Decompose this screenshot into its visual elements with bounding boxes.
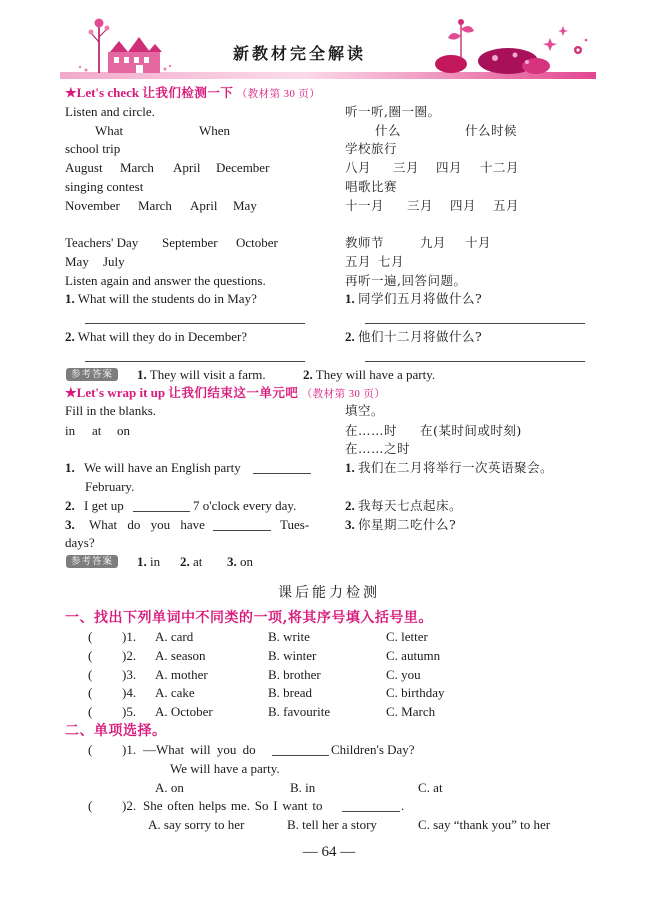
col-head-what-zh: 什么	[375, 123, 402, 138]
item-num: 2.	[126, 798, 137, 813]
word-teachers-day: Teachers' Day	[65, 235, 139, 250]
fill-blank	[213, 530, 271, 531]
question-stem: —What will you do	[143, 742, 256, 757]
month-option: March	[120, 160, 154, 175]
wrap-title-en: Let's wrap it up	[76, 385, 166, 400]
answer-bracket-close: )	[122, 685, 127, 700]
word-singing-contest-zh: 唱歌比赛	[345, 179, 398, 194]
month-option-zh: 十一月	[345, 198, 385, 213]
part2-heading: 二、单项选择。	[65, 723, 167, 739]
answer-item	[180, 554, 202, 570]
fill-blank	[133, 511, 190, 512]
question-text-zh: 同学们五月将做什么?	[358, 291, 483, 306]
question-stem: Children's Day?	[331, 742, 415, 757]
month-option: March	[138, 198, 172, 213]
answer-bracket-open: (	[88, 685, 93, 700]
answer-bracket-open: (	[88, 667, 93, 682]
fill-blank	[272, 755, 329, 756]
word-on: on	[117, 423, 130, 438]
wrap-heading	[65, 385, 385, 403]
month-option: November	[65, 198, 120, 213]
fill-item-number: 3.	[345, 517, 355, 532]
wrap-textbook-ref: （教材第 30 页）	[301, 389, 386, 400]
option-a: A. October	[155, 704, 213, 719]
page-number: — 64 —	[302, 844, 356, 860]
answer-text: They will have a party.	[315, 367, 436, 382]
book-title: 新教材完全解读	[233, 46, 367, 63]
flower-stem-icon	[448, 19, 474, 60]
bush-icon	[435, 48, 550, 74]
option-b: B. favourite	[268, 704, 331, 719]
month-option: May	[65, 254, 89, 269]
item-number	[122, 648, 136, 664]
word-in-zh: 在……时	[345, 423, 398, 438]
question-text: What will the students do in May?	[77, 291, 257, 306]
check-task1-zh: 听一听,圈一圈。	[345, 104, 441, 119]
word-on-zh: 在……之时	[345, 441, 411, 456]
fill-item-zh	[345, 498, 462, 514]
option-a: A. season	[155, 648, 206, 663]
option-c: C. autumn	[386, 648, 441, 663]
item-number	[122, 798, 136, 814]
item-num: 3.	[126, 667, 137, 682]
fill-item-number: 1.	[65, 460, 75, 475]
question-1-en	[65, 291, 257, 307]
check-task1-en: Listen and circle.	[65, 104, 155, 119]
answer-item	[137, 367, 266, 383]
option-c: C. you	[386, 667, 421, 682]
wrap-title-zh: 让我们结束这一单元吧	[168, 385, 299, 400]
word-school-trip: school trip	[65, 141, 121, 156]
answer-key-badge: 参考答案	[66, 555, 118, 568]
fill-item-text: days?	[65, 535, 95, 550]
option-c: C. birthday	[386, 685, 445, 700]
wrap-task-en: Fill in the blanks.	[65, 403, 156, 418]
fill-item-text-zh: 我们在二月将举行一次英语聚会。	[358, 460, 554, 475]
month-option: December	[216, 160, 270, 175]
month-option-zh: 十二月	[480, 160, 520, 175]
fill-blank	[253, 473, 311, 474]
item-number	[122, 704, 136, 720]
word-singing-contest: singing contest	[65, 179, 144, 194]
month-option-zh: 八月	[345, 160, 372, 175]
month-option: April	[190, 198, 218, 213]
item-number	[122, 667, 136, 683]
question-stem: .	[401, 798, 405, 813]
word-in: in	[65, 423, 76, 438]
check-task2-zh: 再听一遍,回答问题。	[345, 273, 467, 288]
check-textbook-ref: （教材第 30 页）	[236, 89, 321, 100]
answer-bracket-close: )	[122, 704, 127, 719]
option-a: A. card	[155, 629, 194, 644]
fill-item-text-zh: 我每天七点起床。	[358, 498, 463, 513]
month-option-zh: 三月	[393, 160, 420, 175]
question-text-zh: 他们十二月将做什么?	[358, 329, 483, 344]
part1-heading: 一、找出下列单词中不同类的一项,将其序号填入括号里。	[65, 610, 433, 626]
month-option: September	[162, 235, 218, 250]
answer-line	[365, 323, 585, 324]
answer-bracket-open: (	[88, 629, 93, 644]
check-task2-en: Listen again and answer the questions.	[65, 273, 266, 288]
fill-blank	[342, 811, 400, 812]
answer-item	[137, 554, 160, 570]
item-num: 2.	[126, 648, 137, 663]
option-c: C. letter	[386, 629, 428, 644]
tree-icon	[89, 19, 110, 74]
month-option-zh: 十月	[465, 235, 492, 250]
word-at-zh: 在(某时间或时刻)	[420, 423, 522, 438]
month-option-zh: 四月	[450, 198, 477, 213]
option-b: B. brother	[268, 667, 321, 682]
question-number: 1.	[345, 291, 355, 306]
item-num: 5.	[126, 704, 137, 719]
wrap-task-zh: 填空。	[345, 403, 385, 418]
month-option-zh: 七月	[378, 254, 405, 269]
month-option: April	[173, 160, 201, 175]
fill-item-zh	[345, 460, 553, 476]
col-head-when: When	[199, 123, 231, 138]
option-b: B. bread	[268, 685, 313, 700]
answer-bracket-open: (	[88, 648, 93, 663]
question-number: 2.	[345, 329, 355, 344]
fill-item-number: 1.	[345, 460, 355, 475]
fill-item-text: We will have an English party	[84, 460, 241, 475]
option-a: A. on	[155, 780, 184, 795]
month-option-zh: 五月	[493, 198, 520, 213]
month-option-zh: 五月	[345, 254, 372, 269]
answer-number: 3.	[227, 554, 237, 569]
option-b: B. in	[290, 780, 316, 795]
answer-text: on	[240, 554, 253, 569]
answer-item	[303, 367, 435, 383]
question-text: What will they do in December?	[77, 329, 248, 344]
answer-text: at	[193, 554, 203, 569]
castle-icon	[108, 37, 162, 73]
option-a: A. cake	[155, 685, 195, 700]
question-number: 1.	[65, 291, 75, 306]
fill-item-text: What do you have	[89, 517, 205, 532]
star-icon: ★	[65, 85, 77, 100]
answer-bracket-close: )	[122, 742, 127, 757]
month-option-zh: 九月	[420, 235, 447, 250]
month-option: July	[103, 254, 125, 269]
fill-item-text-zh: 你星期二吃什么?	[358, 517, 457, 532]
fill-item-number: 2.	[345, 498, 355, 513]
check-heading	[65, 85, 320, 103]
question-stem: She often helps me. So I want to	[143, 798, 323, 813]
answer-item	[227, 554, 253, 570]
answer-number: 1.	[137, 554, 147, 569]
check-title-en: Let's check	[76, 85, 140, 100]
question-number: 2.	[65, 329, 75, 344]
answer-bracket-close: )	[122, 667, 127, 682]
check-title-zh: 让我们检测一下	[142, 85, 234, 100]
month-option: August	[65, 160, 103, 175]
option-a: A. say sorry to her	[148, 817, 245, 832]
question-1-zh	[345, 291, 482, 307]
col-head-what: What	[95, 123, 124, 138]
question-2-zh	[345, 329, 482, 345]
item-num: 4.	[126, 685, 137, 700]
option-c: C. at	[418, 780, 443, 795]
word-teachers-day-zh: 教师节	[345, 235, 385, 250]
month-option: October	[236, 235, 278, 250]
fill-item-number: 2.	[65, 498, 75, 513]
answer-bracket-close: )	[122, 648, 127, 663]
answer-bracket-close: )	[122, 798, 127, 813]
fill-item-text: I get up	[84, 498, 124, 513]
option-b: B. winter	[268, 648, 317, 663]
answer-bracket-open: (	[88, 798, 93, 813]
fill-item-text: 7 o'clock every day.	[193, 498, 297, 513]
month-option-zh: 三月	[407, 198, 434, 213]
fill-item-zh	[345, 517, 456, 533]
answer-bracket-close: )	[122, 629, 127, 644]
question-2-en	[65, 329, 247, 345]
item-number	[122, 742, 136, 758]
sparkle-stars-icon	[543, 26, 587, 54]
test-section-title: 课后能力检测	[278, 585, 380, 601]
item-num: 1.	[126, 629, 137, 644]
item-number	[122, 685, 136, 701]
item-num: 1.	[126, 742, 137, 757]
answer-line	[365, 361, 585, 362]
option-c: C. say “thank you” to her	[418, 817, 551, 832]
month-option: May	[233, 198, 257, 213]
col-head-when-zh: 什么时候	[465, 123, 518, 138]
answer-number: 1.	[137, 367, 147, 382]
word-at: at	[92, 423, 102, 438]
question-reply: We will have a party.	[170, 761, 280, 776]
answer-line	[85, 361, 305, 362]
option-c: C. March	[386, 704, 436, 719]
fill-item-text: Tues-	[280, 517, 310, 532]
answer-bracket-open: (	[88, 704, 93, 719]
word-school-trip-zh: 学校旅行	[345, 141, 398, 156]
answer-key-badge: 参考答案	[66, 368, 118, 381]
fill-item-number: 3.	[65, 517, 75, 532]
answer-number: 2.	[303, 367, 313, 382]
answer-number: 2.	[180, 554, 190, 569]
answer-text: in	[150, 554, 161, 569]
month-option-zh: 四月	[436, 160, 463, 175]
header-banner	[0, 0, 658, 84]
answer-bracket-open: (	[88, 742, 93, 757]
item-number	[122, 629, 136, 645]
answer-text: They will visit a farm.	[149, 367, 266, 382]
option-a: A. mother	[155, 667, 208, 682]
star-icon: ★	[65, 385, 77, 400]
option-b: B. tell her a story	[287, 817, 377, 832]
answer-line	[85, 323, 305, 324]
option-b: B. write	[268, 629, 310, 644]
fill-item-text: February.	[85, 479, 135, 494]
